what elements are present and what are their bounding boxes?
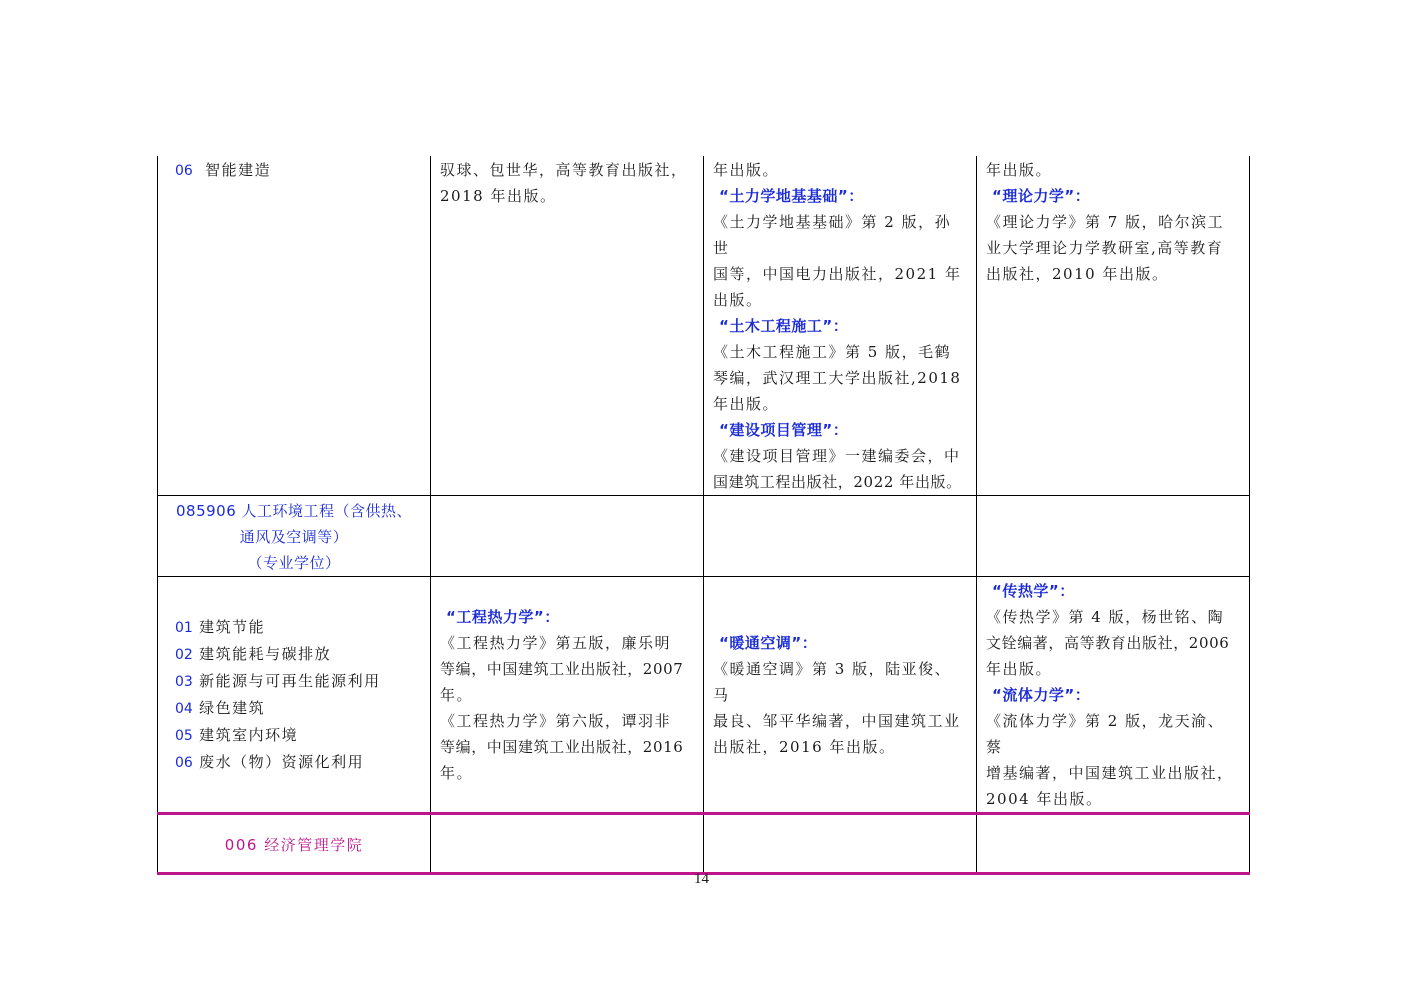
- text-line: 年出版。: [713, 161, 780, 179]
- text-line: 《传热学》第 4 版，杨世铭、陶: [986, 608, 1225, 626]
- subject-heading: “流体力学”：: [992, 686, 1091, 704]
- subject-heading: “暖通空调”：: [719, 634, 818, 652]
- major-degree-line: （专业学位）: [247, 554, 341, 572]
- direction-cell: [158, 156, 431, 496]
- text-line: 出版。: [713, 291, 763, 309]
- empty-cell: [977, 814, 1250, 874]
- text-line: 国建筑工程出版社，2022 年出版。: [713, 473, 962, 491]
- catalog-table: [157, 156, 1250, 875]
- direction-name: 智能建造: [205, 161, 272, 179]
- empty-cell: [431, 814, 704, 874]
- direction-code: 01: [175, 620, 193, 636]
- empty-cell: [704, 814, 977, 874]
- table-row: [158, 496, 1250, 577]
- school-name: 006 经济管理学院: [224, 836, 364, 854]
- text-line: 《工程热力学》第六版，谭羽非: [440, 712, 672, 730]
- empty-cell: [431, 496, 704, 577]
- major-title-line: 085906 人工环境工程（含供热、: [175, 502, 413, 520]
- text-line: 业大学理论力学教研室,高等教育: [986, 239, 1224, 257]
- text-line: 年。: [440, 686, 474, 704]
- direction-name: 建筑室内环境: [199, 726, 299, 744]
- direction-code: 05: [175, 728, 193, 744]
- direction-name: 新能源与可再生能源利用: [199, 672, 381, 690]
- text-line: 《土木工程施工》第 5 版，毛鹤: [713, 343, 952, 361]
- direction-code: 03: [175, 674, 193, 690]
- major-title-line: 通风及空调等）: [239, 528, 349, 546]
- text-line: 出版社，2016 年出版。: [713, 738, 896, 756]
- subject-heading: “土木工程施工”：: [719, 317, 849, 335]
- text-line: 出版社，2010 年出版。: [986, 265, 1169, 283]
- text-line: 《暖通空调》第 3 版，陆亚俊、马: [713, 660, 952, 704]
- subject-heading: “土力学地基基础”：: [719, 187, 864, 205]
- reference-cell: [431, 156, 704, 496]
- page-number: 14: [694, 871, 709, 887]
- text-line: 增基编著，中国建筑工业出版社，: [986, 764, 1234, 782]
- text-line: 年。: [440, 764, 474, 782]
- text-line: 等编，中国建筑工业出版社，2016: [440, 738, 684, 756]
- text-line: 《理论力学》第 7 版，哈尔滨工: [986, 213, 1225, 231]
- text-line: 等编，中国建筑工业出版社，2007: [440, 660, 684, 678]
- text-line: 年出版。: [713, 395, 780, 413]
- table-row: [158, 156, 1250, 496]
- direction-item: [175, 695, 421, 722]
- school-cell: [158, 814, 431, 874]
- direction-code: 04: [175, 701, 193, 717]
- text-line: 琴编，武汉理工大学出版社,2018: [713, 369, 962, 387]
- directions-cell: [158, 577, 431, 814]
- text-line: 文铨编著，高等教育出版社，2006: [986, 634, 1230, 652]
- reference-cell: [704, 156, 977, 496]
- text-line: 《流体力学》第 2 版，龙天渝、蔡: [986, 712, 1225, 756]
- major-cell: [158, 496, 431, 577]
- direction-item: [175, 614, 421, 641]
- reference-cell: [431, 577, 704, 814]
- text-line: 年出版。: [986, 161, 1053, 179]
- direction-code: 06: [175, 163, 193, 179]
- text-line: 《土力学地基基础》第 2 版，孙世: [713, 213, 952, 257]
- text-line: 最良、邹平华编著，中国建筑工业: [713, 712, 961, 730]
- text-line: 《工程热力学》第五版，廉乐明: [440, 634, 672, 652]
- empty-cell: [704, 496, 977, 577]
- direction-item: [175, 749, 421, 776]
- text-line: 年出版。: [986, 660, 1053, 678]
- empty-cell: [977, 496, 1250, 577]
- table-row: [158, 577, 1250, 814]
- direction-name: 废水（物）资源化利用: [199, 753, 365, 771]
- text-line: 2018 年出版。: [440, 187, 557, 205]
- direction-name: 绿色建筑: [199, 699, 266, 717]
- direction-item: [175, 641, 421, 668]
- direction-item: [175, 668, 421, 695]
- text-line: 2004 年出版。: [986, 790, 1103, 808]
- table-row: [158, 814, 1250, 874]
- direction-item: [175, 722, 421, 749]
- text-line: 国等，中国电力出版社，2021 年: [713, 265, 962, 283]
- subject-heading: “理论力学”：: [992, 187, 1091, 205]
- text-line: 《建设项目管理》一建编委会，中: [713, 447, 961, 465]
- subject-heading: “建设项目管理”：: [719, 421, 849, 439]
- subject-heading: “工程热力学”：: [446, 608, 560, 626]
- subject-heading: “传热学”：: [992, 582, 1075, 600]
- text-line: 驭球、包世华，高等教育出版社，: [440, 161, 688, 179]
- direction-code: 02: [175, 647, 193, 663]
- reference-cell: [704, 577, 977, 814]
- direction-name: 建筑能耗与碳排放: [199, 645, 332, 663]
- reference-cell: [977, 156, 1250, 496]
- reference-cell: [977, 577, 1250, 814]
- direction-name: 建筑节能: [199, 618, 266, 636]
- direction-code: 06: [175, 755, 193, 771]
